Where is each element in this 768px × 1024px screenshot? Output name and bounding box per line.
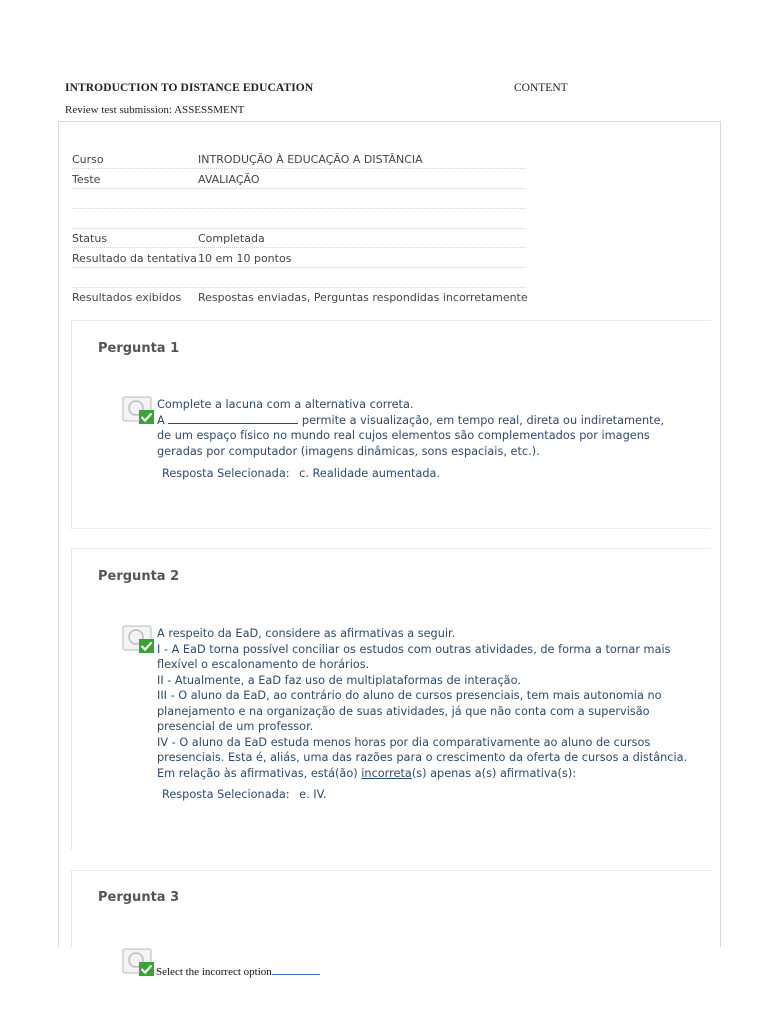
summary-row-result	[72, 248, 525, 268]
question-1-title: Pergunta 1	[98, 341, 180, 356]
answer-value: e. IV.	[299, 788, 327, 801]
summary-value: AVALIAÇÃO	[198, 173, 260, 186]
summary-key: Status	[72, 232, 108, 245]
underlined-word: incorreta	[361, 766, 412, 780]
question-1-text	[157, 397, 677, 459]
question-line-rest: permite a visualização, em tempo real, direta ou indiretamente,	[301, 413, 665, 427]
correct-check-icon	[122, 948, 156, 978]
question-line: planejamento e na organização de suas atividades, já que não conta com a supervisão	[157, 704, 650, 718]
summary-key: Curso	[72, 153, 104, 166]
question-line: presencial de um professor.	[157, 720, 314, 733]
question-1-answer	[162, 467, 440, 480]
question-line: flexível o escalonamento de horários.	[157, 658, 370, 671]
course-title: INTRODUCTION TO DISTANCE EDUCATION	[65, 82, 314, 94]
question-line: de um espaço físico no mundo real cujos elementos são complementados por imagens	[157, 429, 650, 442]
summary-key: Resultados exibidos	[72, 291, 182, 304]
summary-row-spacer	[72, 209, 525, 229]
question-line	[157, 766, 677, 782]
summary-row-displayed-results	[72, 287, 528, 306]
question-line: A respeito da EaD, considere as afirmativas a seguir.	[157, 627, 456, 640]
question-line: IV - O aluno da EaD estuda menos horas por dia comparativamente ao aluno de cursos	[157, 735, 651, 749]
summary-row-test	[72, 169, 525, 189]
summary-row-empty-2	[72, 268, 525, 288]
question-2-text	[157, 626, 688, 781]
summary-value: INTRODUÇÃO À EDUCAÇÃO A DISTÂNCIA	[198, 153, 423, 166]
content-link[interactable]: CONTENT	[514, 82, 568, 94]
answer-blank	[272, 965, 320, 975]
summary-row-status	[72, 228, 525, 248]
answer-label: Resposta Selecionada:	[162, 788, 290, 801]
question-2-answer	[162, 788, 326, 801]
answer-label: Resposta Selecionada:	[162, 467, 290, 480]
summary-value: Respostas enviadas, Perguntas respondidas incorretamente	[198, 291, 528, 304]
question-line: geradas por computador (imagens dinâmicas, sons espaciais, etc.).	[157, 444, 540, 458]
question-line-prefix: A	[157, 413, 165, 427]
correct-check-icon	[122, 625, 156, 655]
summary-value: Completada	[198, 232, 265, 245]
answer-blank	[168, 413, 298, 424]
question-3-text	[156, 965, 320, 978]
question-line: II - Atualmente, a EaD faz uso de multiplataformas de interação.	[157, 673, 521, 687]
question-line: III - O aluno da EaD, ao contrário do aluno de cursos presenciais, tem mais autonomia no	[157, 689, 662, 702]
question-line-pre: Em relação às afirmativas, está(ão)	[157, 766, 362, 780]
question-line: I - A EaD torna possível conciliar os estudos com outras atividades, de forma a tornar mais	[157, 642, 671, 656]
summary-value: 10 em 10 pontos	[198, 252, 292, 265]
summary-key: Resultado da tentativa	[72, 252, 197, 265]
summary-row-empty	[72, 189, 525, 209]
answer-value: c. Realidade aumentada.	[299, 467, 441, 480]
question-line: presenciais. Esta é, aliás, uma das razões para o crescimento da oferta de cursos a distância.	[157, 751, 688, 764]
question-line	[157, 413, 677, 429]
question-line-post: (s) apenas a(s) afirmativa(s):	[411, 766, 577, 780]
correct-check-icon	[122, 396, 156, 426]
question-3-box	[71, 870, 711, 947]
summary-key: Teste	[72, 173, 101, 186]
question-line: Select the incorrect option	[156, 966, 272, 978]
page-subtitle: Review test submission: ASSESSMENT	[65, 104, 245, 116]
question-line: Complete a lacuna com a alternativa correta.	[157, 398, 414, 411]
question-3-title: Pergunta 3	[98, 890, 180, 905]
question-2-title: Pergunta 2	[98, 569, 180, 584]
summary-row-course	[72, 149, 525, 169]
